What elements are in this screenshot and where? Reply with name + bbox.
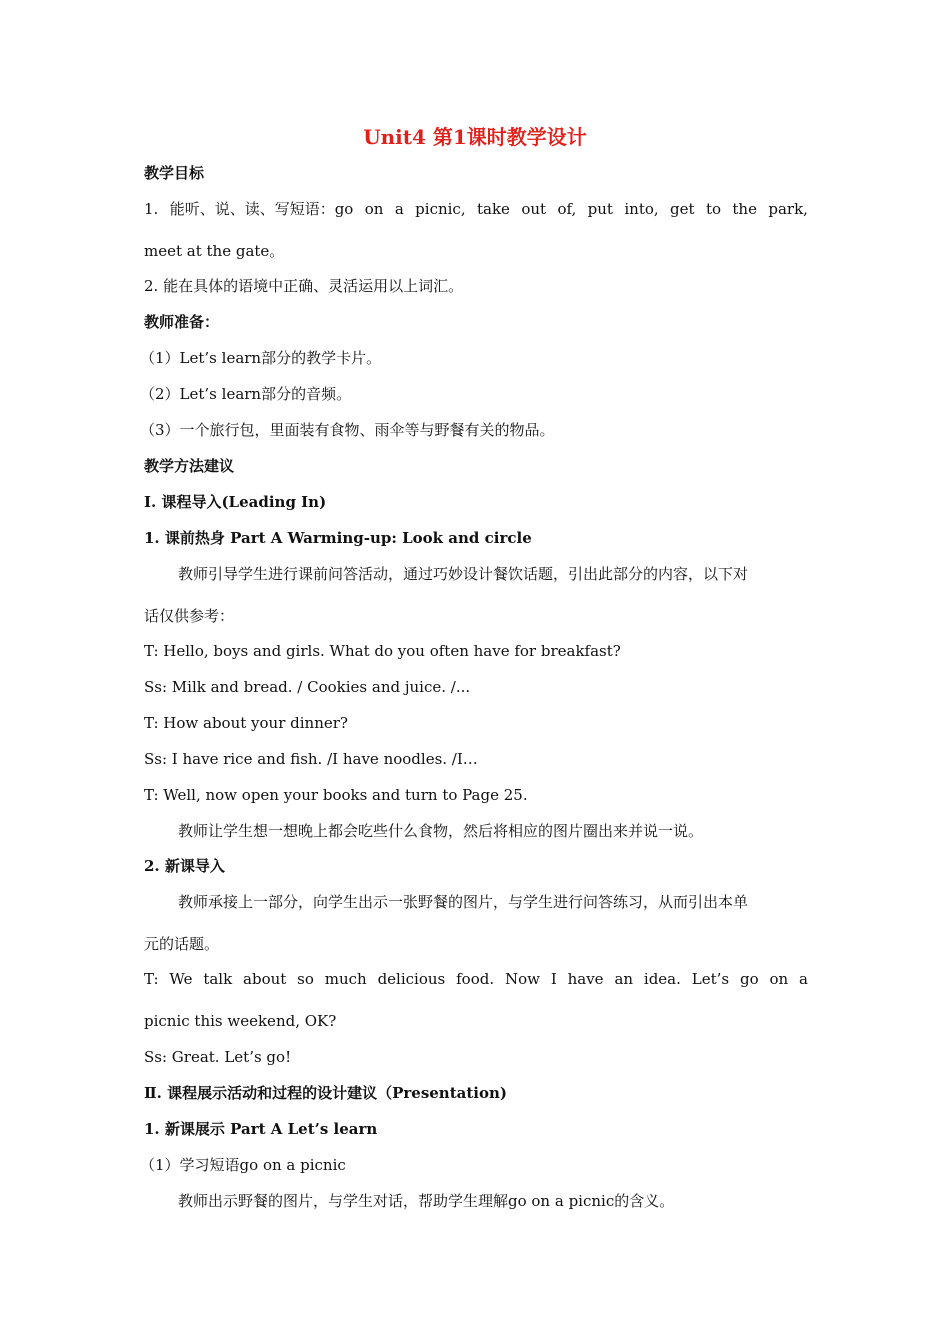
methods-heading: 教学方法建议 xyxy=(144,457,235,475)
dialog-word: talk xyxy=(203,970,233,988)
objective-word: get xyxy=(670,200,695,218)
dialog-line-1: T: Hello, boys and girls. What do you often have for breakfast? xyxy=(144,642,621,660)
dialog-word: a xyxy=(799,970,808,988)
dialog-line-3: T: How about your dinner? xyxy=(144,714,348,732)
subsection-warming-up: 1. 课前热身 Part A Warming-up: Look and circle xyxy=(144,529,532,547)
objectives-heading: 教学目标 xyxy=(144,164,205,182)
dialog-word: idea. xyxy=(643,970,681,988)
warming-up-after-paragraph: 教师让学生想一想晚上都会吃些什么食物，然后将相应的图片圈出来并说一说。 xyxy=(178,822,704,840)
new-lesson-paragraph: 教师承接上一部分，向学生出示一张野餐的图片，与学生进行问答练习，从而引出本单 xyxy=(178,893,749,911)
subsection-lets-learn: 1. 新课展示 Part A Let’s learn xyxy=(144,1120,378,1138)
preparation-item-1: （1）Let’s learn部分的教学卡片。 xyxy=(140,349,382,367)
dialog-2-line-1-continued: picnic this weekend, OK? xyxy=(144,1012,337,1030)
section-presentation: Ⅱ. 课程展示活动和过程的设计建议（Presentation) xyxy=(144,1084,507,1102)
dialog-word: go xyxy=(739,970,759,988)
objective-word: put xyxy=(587,200,613,218)
dialog-line-5: T: Well, now open your books and turn to Page 25. xyxy=(144,786,528,804)
dialog-word: about xyxy=(243,970,287,988)
dialog-word: an xyxy=(614,970,634,988)
dialog-word: T: xyxy=(144,970,159,988)
dialog-line-2: Ss: Milk and bread. / Cookies and juice. /... xyxy=(144,678,471,696)
preparation-heading: 教师准备： xyxy=(144,313,220,331)
objective-word: into, xyxy=(624,200,659,218)
objective-word: picnic, xyxy=(415,200,466,218)
objective-item-1-continued: meet at the gate。 xyxy=(144,242,285,260)
dialog-word: much xyxy=(324,970,367,988)
new-lesson-paragraph-continued: 元的话题。 xyxy=(144,935,220,953)
lets-learn-paragraph: 教师出示野餐的图片，与学生对话，帮助学生理解go on a picnic的含义。 xyxy=(178,1192,675,1210)
objective-word: 能听、说、读、写短语：go xyxy=(169,200,354,218)
dialog-word: I xyxy=(550,970,557,988)
objective-word: out xyxy=(521,200,547,218)
warming-up-paragraph-continued: 话仅供参考： xyxy=(144,607,235,625)
objective-word: of, xyxy=(557,200,577,218)
objective-word: to xyxy=(705,200,722,218)
dialog-word: We xyxy=(169,970,193,988)
dialog-word: delicious xyxy=(377,970,446,988)
document-title: Unit4 第1课时教学设计 xyxy=(363,125,587,149)
dialog-line-4: Ss: I have rice and fish. /I have noodles. /I… xyxy=(144,750,478,768)
dialog-2-reply: Ss: Great. Let’s go! xyxy=(144,1048,292,1066)
objective-item-2: 2. 能在具体的语境中正确、灵活运用以上词汇。 xyxy=(144,277,464,295)
dialog-2-line-1 xyxy=(144,969,808,989)
preparation-item-2: （2）Let’s learn部分的音频。 xyxy=(140,385,352,403)
subsection-new-lesson-intro: 2. 新课导入 xyxy=(144,857,225,875)
objective-item-1 xyxy=(144,199,808,219)
dialog-word: Now xyxy=(504,970,540,988)
objective-word: the xyxy=(732,200,757,218)
dialog-word: Let’s xyxy=(691,970,730,988)
dialog-word: food. xyxy=(456,970,495,988)
lets-learn-item-1: （1）学习短语go on a picnic xyxy=(140,1156,346,1174)
dialog-word: so xyxy=(297,970,314,988)
preparation-item-3: （3）一个旅行包，里面装有食物、雨伞等与野餐有关的物品。 xyxy=(140,421,555,439)
dialog-word: have xyxy=(567,970,604,988)
warming-up-paragraph: 教师引导学生进行课前问答活动，通过巧妙设计餐饮话题，引出此部分的内容，以下对 xyxy=(178,565,749,583)
section-leading-in: I. 课程导入(Leading In) xyxy=(144,493,327,511)
objective-word: on xyxy=(364,200,384,218)
dialog-word: on xyxy=(769,970,789,988)
objective-word: take xyxy=(477,200,510,218)
objective-word: 1. xyxy=(144,200,159,218)
objective-word: a xyxy=(394,200,404,218)
objective-word: park, xyxy=(768,200,808,218)
